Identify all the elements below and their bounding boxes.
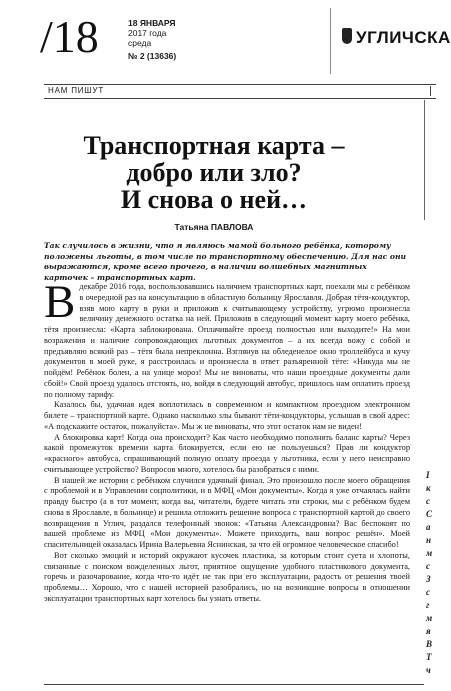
side-column-glyph: З [426,574,431,584]
issue-code: № 2 (13636) [128,51,177,61]
side-column-glyph: с [426,561,430,571]
article-paragraph: В нашей же истории с ребёнком случился удачный финал. Это произошло после моего обращения с проблемой и в Управлении соцполитики, и в МФЦ «Мои документы». Когда я уже отчаялась найти правду быстро (а в тот момент, когда вы, читатели, будете читать эти строки, мы с ребёнком будем снова в Ярославле, в больнице) и решила отложить решение вопроса с транспортной картой до своего возвращения в Углич, раздался телефонный звонок: «Татьяна Александровна? Вас беспокоят по вашей проблеме из МФЦ «Мои документы». Можете приходить, ваш вопрос решён». Моей спасительницей оказалась Ирина Валерьевна Яснинская, за что ей огромное человеческое спасибо! [44,475,410,549]
article-paragraph: Вдекабре 2016 года, воспользовавшись наличием транспортных карт, поехали мы с ребёнком в очередной раз на консультацию в областную больницу Ярославля. Добрая тётя-кондуктор, взяв мою карту в руки и приложив к считывающему устройству, угрюмо произнесла величину денежного остатка на ней. Приложив в следующий момент карту моего ребёнка, тётя произнесла: «Карта заблокирована. Оплачивайте проезд полностью или выходите!» На мои возражения и наличие сопровождающих льготных документов – а их всегда вожу с собой и предъявляю всякий раз – тётя была непреклонна. Взглянув на обледенелое окно троллейбуса и кучу документов в моей руке, я расстроилась и произнесла в ответ разъяренной тёте: «Никуда мы не пойдём! Ребёнок болен, а на улице мороз! Мы не виноваты, что наши проездные документы дали сбой!» Свой проезд удалось отстоять, но, войдя в следующий автобус, пришлось нам оплатить проезд по полному тарифу. [44,276,410,399]
newspaper-brand: УГЛИЧСКА [356,28,451,47]
adjacent-column-fragment [420,100,436,691]
side-column-glyph: С [426,509,433,519]
column-rule [424,100,425,220]
issue-date: 18 ЯНВАРЯ [128,18,176,28]
side-column-glyph: с [426,587,430,597]
headline-line: Транспортная карта – [83,131,345,160]
article-lead: Так случилось в жизни, что я являюсь мамой больного ребёнка, которому положены льготы, в том числе по транспортному обеспечению. Для нас они выражаются, кроме всего прочего, в наличии волшебных магнитных карточек – транспортных карт. [44,241,407,282]
rubric-bar [44,84,436,99]
author-name: Татьяна ПАВЛОВА [174,222,254,232]
article-headline [44,132,384,213]
article-paragraph: Вот сколько эмоций и историй окружают кусочек пластика, за которым стоит суета и хлопоты, связанные с поиском вожделенных льгот, приятное ощущение удобного пластикового документа, горечь и разочарование, когда что-то идёт не так при его эксплуатации, радость от решения твоей проблемы… Хорошо, что с нашей историей разобрались, но на возникшие вопросы в отношении эксплуатации транспортных карт хотелось бы узнать ответы. [44,550,410,603]
issue-number: /18 [40,11,99,62]
drop-cap: В [44,276,76,328]
side-column-glyph: а [426,522,431,532]
issue-meta [128,18,176,61]
issue-weekday: среда [128,38,152,48]
side-column-glyph: Т [426,652,432,662]
side-column-glyph: с [426,496,430,506]
byline [44,222,384,232]
side-column-glyph: м [426,613,433,623]
side-column-glyph: н [426,535,431,545]
issue-year: 2017 года [128,28,167,38]
masthead [0,0,451,80]
headline-line: И снова о ней… [120,185,308,214]
side-column-glyph: г [426,600,430,610]
article-paragraph: Казалось бы, удачная идея воплотилась в современном и компактном проездном электронном билете – транспортной карте. Однако насколько злы бывают тёти-кондукторы, услышав в свой адрес: «А подскажите остаток, пожалуйста». Мы ж не виноваты, что этот остаток нам не виден! [44,400,410,431]
masthead-divider [330,8,331,74]
rubric-divider [430,86,431,96]
bottom-rule [44,684,424,685]
side-column-glyph: I [426,470,430,480]
rubric-label: НАМ ПИШУТ [48,86,105,95]
side-column-glyph: м [426,548,433,558]
article-paragraph: А блокировка карт! Когда она происходит? Как часто необходимо пополнять баланс карты? Через какой промежуток времени карта блокируется, если ею не пользуешься? Прав ли кондуктор «красного» автобуса, спрашивающий полную оплату проезда у льготника, если у него неисправно считывающее устройство? Вопросов много, хотелось бы разобраться с ними. [44,432,410,474]
side-column-glyph: В [426,639,433,649]
side-column-glyph: к [426,483,431,493]
article-body [44,276,410,605]
side-column-glyph: я [426,626,431,636]
side-column-glyph: ч [426,665,431,675]
headline-line: добро или зло? [126,158,302,187]
